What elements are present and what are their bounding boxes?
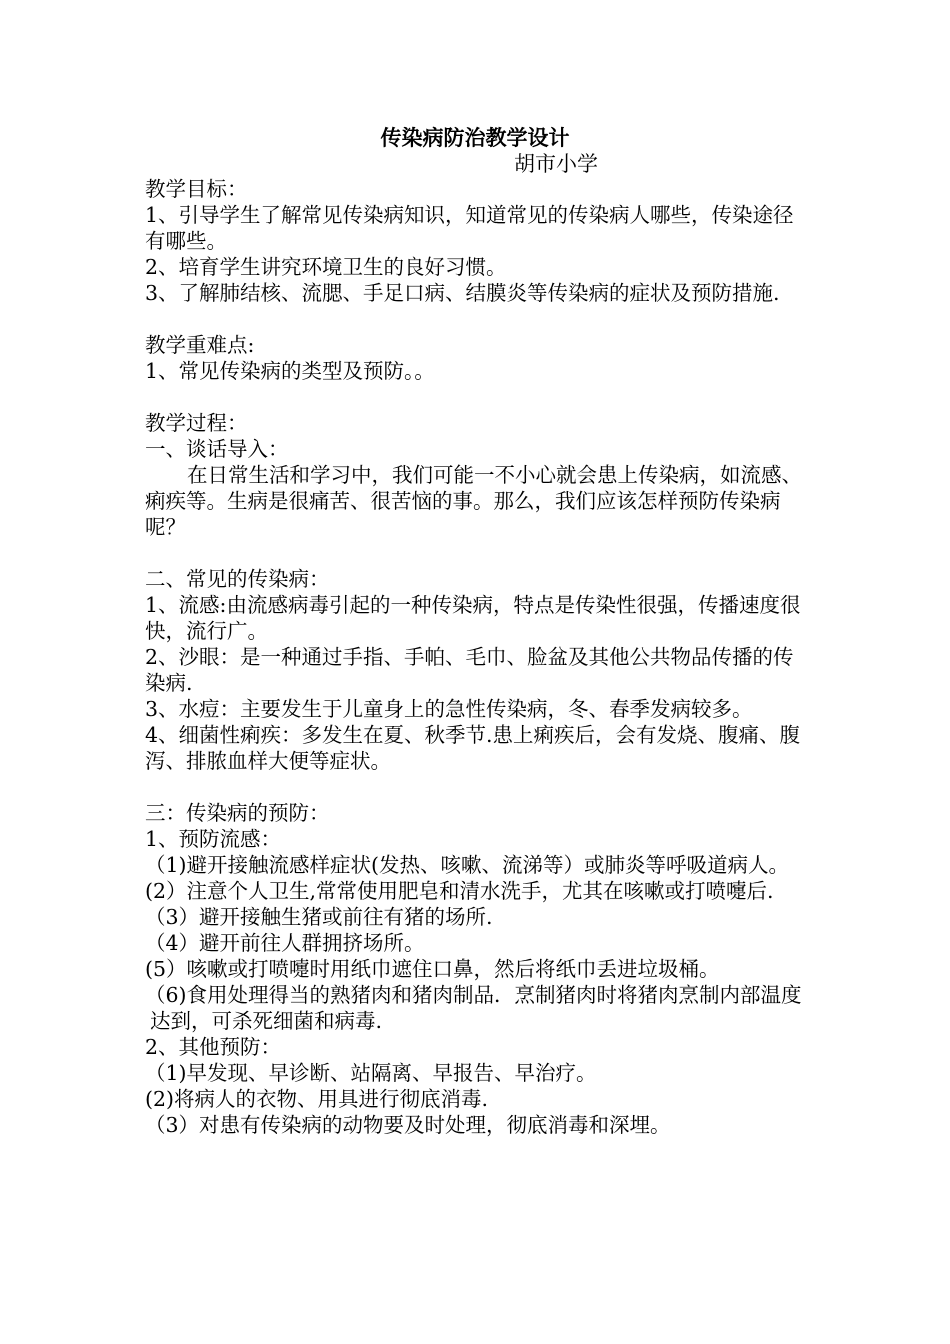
disease-item: 1、流感:由流感病毒引起的一种传染病，特点是传染性很强，传播速度很快，流行广。 bbox=[145, 593, 801, 643]
prevention-heading: 三：传染病的预防： bbox=[145, 801, 330, 825]
objective-item: 3、了解肺结核、流腮、手足口病、结膜炎等传染病的症状及预防措施. bbox=[145, 281, 780, 305]
flu-prevention-item: （3）避开接触生猪或前往有猪的场所. bbox=[145, 905, 493, 929]
flu-prevention-item: （4）避开前往人群拥挤场所。 bbox=[145, 931, 425, 955]
flu-prevention-item: (5）咳嗽或打喷嚏时用纸巾遮住口鼻，然后将纸巾丢进垃圾桶。 bbox=[145, 957, 720, 981]
flu-prevention-item: （1)避开接触流感样症状(发热、咳嗽、流涕等）或肺炎等呼吸道病人。 bbox=[145, 853, 790, 877]
disease-item: 2、沙眼：是一种通过手指、手帕、毛巾、脸盆及其他公共物品传播的传染病. bbox=[145, 645, 794, 695]
other-prevention-item: （3）对患有传染病的动物要及时处理，彻底消毒和深埋。 bbox=[145, 1113, 671, 1137]
flu-prevention-heading: 1、预防流感： bbox=[145, 827, 282, 851]
key-points-heading: 教学重难点: bbox=[145, 333, 255, 357]
disease-item: 3、水痘：主要发生于儿童身上的急性传染病，冬、春季发病较多。 bbox=[145, 697, 753, 721]
spacer bbox=[145, 306, 810, 332]
school-name: 胡市小学 bbox=[514, 152, 598, 176]
intro-heading: 一、谈话导入： bbox=[145, 437, 289, 461]
common-diseases-heading: 二、常见的传染病： bbox=[145, 567, 330, 591]
other-prevention-item: （1)早发现、早诊断、站隔离、早报告、早治疗。 bbox=[145, 1061, 597, 1085]
intro-text: 在日常生活和学习中，我们可能一不小心就会患上传染病，如流感、痢疾等。生病是很痛苦、很苦恼的事。那么，我们应该怎样预防传染病呢？ bbox=[145, 463, 802, 539]
disease-item: 4、细菌性痢疾：多发生在夏、秋季节.患上痢疾后，会有发烧、腹痛、腹泻、排脓血样大便等症状。 bbox=[145, 723, 801, 773]
flu-prevention-item: (2）注意个人卫生,常常使用肥皂和清水洗手，尤其在咳嗽或打喷嚏后. bbox=[145, 879, 774, 903]
document-title: 传染病防治教学设计 bbox=[380, 125, 570, 150]
spacer bbox=[145, 774, 810, 800]
spacer bbox=[145, 540, 810, 566]
other-prevention-item: (2)将病人的衣物、用具进行彻底消毒. bbox=[145, 1087, 489, 1111]
objective-item: 2、培育学生讲究环境卫生的良好习惯。 bbox=[145, 255, 507, 279]
flu-prevention-item: （6)食用处理得当的熟猪肉和猪肉制品．烹制猪肉时将猪肉烹制内部温度达到，可杀死细菌和病毒. bbox=[145, 983, 802, 1033]
other-prevention-heading: 2、其他预防： bbox=[145, 1035, 282, 1059]
key-point-item: 1、常见传染病的类型及预防。。 bbox=[145, 359, 435, 383]
objective-item: 1、引导学生了解常见传染病知识，知道常见的传染病人哪些，传染途径有哪些。 bbox=[145, 203, 794, 253]
document-body bbox=[145, 176, 810, 1138]
objectives-heading: 教学目标： bbox=[145, 177, 248, 201]
spacer bbox=[145, 384, 810, 410]
process-heading: 教学过程： bbox=[145, 411, 248, 435]
